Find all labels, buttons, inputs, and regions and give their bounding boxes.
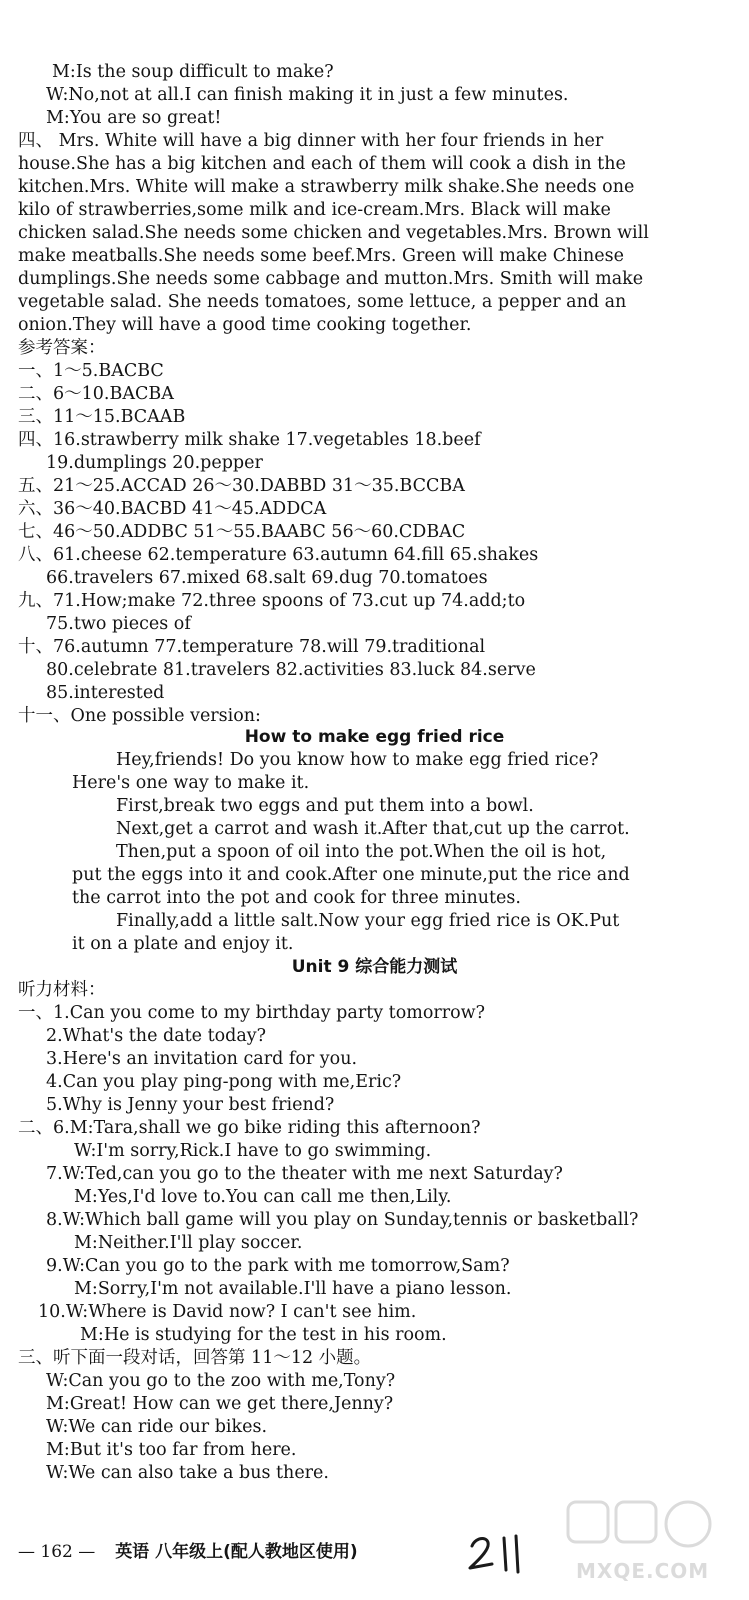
text-line: make meatballs.She needs some beef.Mrs. Green will make Chinese	[18, 246, 624, 266]
answer-line: 66.travelers 67.mixed 68.salt 69.dug 70.tomatoes	[46, 568, 488, 588]
essay-line: it on a plate and enjoy it.	[72, 934, 294, 954]
answer-line: 六、36～40.BACBD 41～45.ADDCA	[18, 499, 327, 519]
answer-line: 三、11～15.BCAAB	[18, 407, 186, 427]
page-footer	[18, 1537, 358, 1562]
unit-title: Unit 9 综合能力测试	[291, 957, 458, 977]
listening-line: 7.W:Ted,can you go to the theater with me next Saturday?	[46, 1164, 563, 1184]
listening-line: 一、1.Can you come to my birthday party tomorrow?	[18, 1003, 485, 1023]
listening-line: 3.Here's an invitation card for you.	[46, 1049, 358, 1069]
listening-line: M:Yes,I'd love to.You can call me then,Lily.	[74, 1187, 452, 1207]
listening-line: 二、6.M:Tara,shall we go bike riding this afternoon?	[18, 1118, 481, 1138]
listening-line: W:Can you go to the zoo with me,Tony?	[46, 1371, 396, 1391]
essay-line: Then,put a spoon of oil into the pot.When the oil is hot,	[116, 842, 607, 862]
answer-line: 19.dumplings 20.pepper	[46, 453, 263, 473]
handwritten-mark	[466, 1530, 526, 1574]
text-line: M:You are so great!	[46, 108, 222, 128]
essay-title: How to make egg fried rice	[244, 727, 505, 747]
essay-line: Hey,friends! Do you know how to make egg fried rice?	[116, 750, 599, 770]
text-line: chicken salad.She needs some chicken and vegetables.Mrs. Brown will	[18, 223, 649, 243]
listening-line: W:We can ride our bikes.	[46, 1417, 268, 1437]
text-line: W:No,not at all.I can finish making it in just a few minutes.	[46, 85, 569, 105]
text-line: house.She has a big kitchen and each of them will cook a dish in the	[18, 154, 626, 174]
text-line: 四、 Mrs. White will have a big dinner with her four friends in her	[18, 131, 604, 151]
essay-line: Next,get a carrot and wash it.After that,cut up the carrot.	[116, 819, 630, 839]
text-line: vegetable salad. She needs tomatoes, some lettuce, a pepper and an	[18, 292, 627, 312]
listening-line: 4.Can you play ping-pong with me,Eric?	[46, 1072, 402, 1092]
essay-line: the carrot into the pot and cook for three minutes.	[72, 888, 521, 908]
listening-line: W:I'm sorry,Rick.I have to go swimming.	[74, 1141, 432, 1161]
essay-line: Finally,add a little salt.Now your egg fried rice is OK.Put	[116, 911, 620, 931]
answer-line: 九、71.How;make 72.three spoons of 73.cut up 74.add;to	[18, 591, 526, 611]
answer-line: 十一、One possible version:	[18, 706, 261, 726]
answer-line: 85.interested	[46, 683, 165, 703]
answer-line: 八、61.cheese 62.temperature 63.autumn 64.fill 65.shakes	[18, 545, 539, 565]
answers-heading: 参考答案：	[18, 338, 106, 358]
answer-line: 十、76.autumn 77.temperature 78.will 79.traditional	[18, 637, 486, 657]
footer-subject: 英语 八年级上(配人教地区使用)	[115, 1542, 358, 1562]
watermark-logo	[560, 1496, 740, 1596]
listening-line: W:We can also take a bus there.	[46, 1463, 329, 1483]
text-line: M:Is the soup difficult to make?	[52, 62, 334, 82]
listening-line: 10.W:Where is David now? I can't see him.	[38, 1302, 417, 1322]
listening-line: 5.Why is Jenny your best friend?	[46, 1095, 335, 1115]
listening-line: 2.What's the date today?	[46, 1026, 267, 1046]
page-number: — 162 —	[18, 1542, 96, 1562]
essay-line: First,break two eggs and put them into a bowl.	[116, 796, 534, 816]
answer-line: 二、6～10.BACBA	[18, 384, 174, 404]
listening-line: M:But it's too far from here.	[46, 1440, 297, 1460]
listening-line: 三、听下面一段对话，回答第 11～12 小题。	[18, 1348, 372, 1368]
text-line: onion.They will have a good time cooking together.	[18, 315, 472, 335]
text-line: dumplings.She needs some cabbage and mutton.Mrs. Smith will make	[18, 269, 644, 289]
listening-line: M:Neither.I'll play soccer.	[74, 1233, 303, 1253]
listening-line: M:Sorry,I'm not available.I'll have a piano lesson.	[74, 1279, 512, 1299]
answer-line: 75.two pieces of	[46, 614, 191, 634]
answer-line: 四、16.strawberry milk shake 17.vegetables 18.beef	[18, 430, 481, 450]
listening-line: M:Great! How can we get there,Jenny?	[46, 1394, 394, 1414]
answer-line: 80.celebrate 81.travelers 82.activities 83.luck 84.serve	[46, 660, 536, 680]
text-line: kitchen.Mrs. White will make a strawberry milk shake.She needs one	[18, 177, 635, 197]
answer-line: 七、46～50.ADDBC 51～55.BAABC 56～60.CDBAC	[18, 522, 466, 542]
watermark-text: MXQE.COM	[576, 1559, 710, 1583]
answer-line: 一、1～5.BACBC	[18, 361, 164, 381]
essay-line: Here's one way to make it.	[72, 773, 310, 793]
listening-heading: 听力材料：	[18, 980, 106, 1000]
answer-line: 五、21～25.ACCAD 26～30.DABBD 31～35.BCCBA	[18, 476, 465, 496]
listening-line: 8.W:Which ball game will you play on Sunday,tennis or basketball?	[46, 1210, 639, 1230]
essay-line: put the eggs into it and cook.After one minute,put the rice and	[72, 865, 630, 885]
text-line: kilo of strawberries,some milk and ice-cream.Mrs. Black will make	[18, 200, 611, 220]
listening-line: M:He is studying for the test in his room.	[80, 1325, 447, 1345]
listening-line: 9.W:Can you go to the park with me tomorrow,Sam?	[46, 1256, 510, 1276]
